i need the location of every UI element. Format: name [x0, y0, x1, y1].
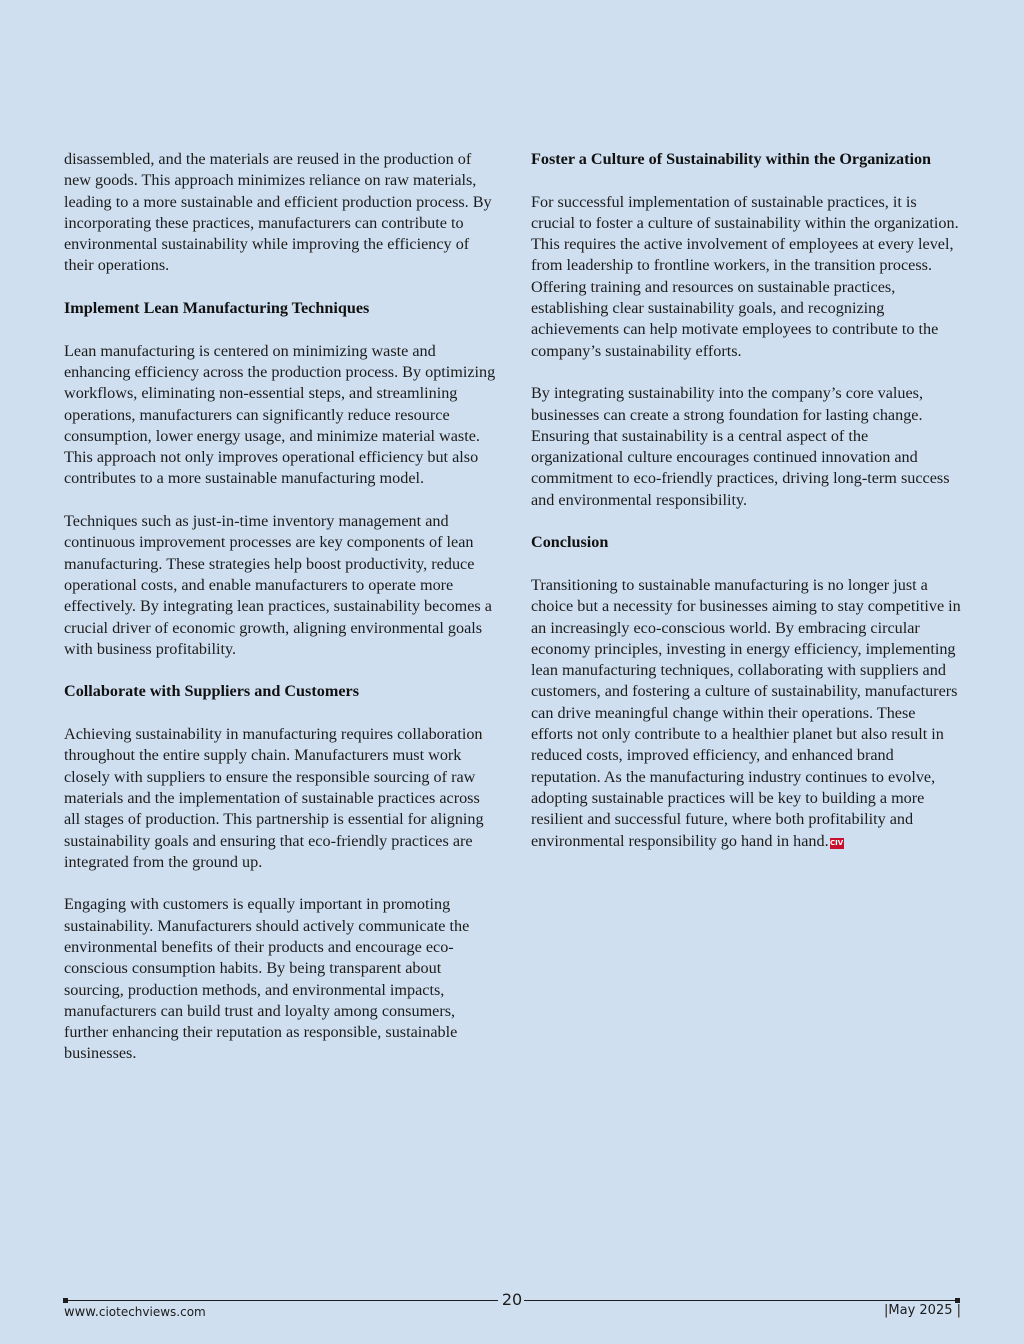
website-link[interactable]: [64, 1304, 206, 1321]
collaborate-paragraph-1: Achieving sustainability in manufacturing requires collaboration throughout the entire supply chain. Manufacturers must work closely with suppliers to ensure the responsible sourcing of raw materials and the implementation of sustainable practices across all stages of production. This partnership is essential for aligning sustainability goals and ensuring that eco-friendly practices are integrated from the ground up.: [64, 725, 484, 871]
culture-heading: Foster a Culture of Sustainability within the Organization: [531, 150, 932, 168]
culture-paragraph-1: For successful implementation of sustainable practices, it is crucial to foster a culture of sustainability within the organization. This requires the active involvement of employees at every level, from leadership to frontline workers, in the transition process. Offering training and resources on sustainable practices, establishing clear sustainability goals, and recognizing achievements can help motivate employees to contribute to the company’s sustainability efforts.: [531, 192, 959, 360]
right-column: [531, 149, 961, 873]
collaborate-heading: Collaborate with Suppliers and Customers: [64, 682, 359, 701]
conclusion-paragraph: [531, 575, 961, 852]
lean-manufacturing-heading: Implement Lean Manufacturing Techniques: [64, 299, 370, 318]
conclusion-heading: Conclusion: [531, 533, 609, 552]
intro-paragraph: disassembled, and the materials are reused in the production of new goods. This approach minimizes reliance on raw materials, leading to a more sustainable and efficient production process. By incorporating these practices, manufacturers can contribute to environmental sustainability while improving the efficiency of their operations.: [64, 150, 492, 275]
footer-rule-right: [524, 1300, 956, 1301]
website-prefix: www.: [64, 1305, 99, 1320]
issue-date: |May 2025 |: [884, 1303, 961, 1318]
website-domain: ciotechviews.com: [98, 1305, 206, 1319]
collaborate-paragraph-2: Engaging with customers is equally important in promoting sustainability. Manufacturers should actively communicate the environmental benefits of their products and encourage eco-conscious consumption habits. By being transparent about sourcing, production methods, and environmental impacts, manufacturers can build trust and loyalty among consumers, further enhancing their reputation as responsible, sustainable businesses.: [64, 895, 470, 1063]
end-of-article-logo-icon: CIV: [830, 838, 844, 847]
culture-paragraph-2: By integrating sustainability into the company’s core values, businesses can create a strong foundation for lasting change. Ensuring that sustainability is a central aspect of the organizational culture encourages continued innovation and commitment to eco-friendly practices, driving long-term success and environmental responsibility.: [531, 384, 950, 509]
footer-rule-left: [66, 1300, 498, 1301]
conclusion-text: Transitioning to sustainable manufacturing is no longer just a choice but a necessity for businesses aiming to stay competitive in an increasingly eco-conscious world. By embracing circular economy principles, investing in energy efficiency, implementing lean manufacturing techniques, collaborating with suppliers and customers, and fostering a culture of sustainability, manufacturers can drive meaningful change within their operations. These efforts not only contribute to a healthier planet but also result in reduced costs, improved efficiency, and enhanced brand reputation. As the manufacturing industry continues to evolve, adopting sustainable practices will be key to building a more resilient and successful future, where both profitability and environmental responsibility go hand in hand.: [531, 575, 961, 850]
lean-paragraph-2: Techniques such as just-in-time inventory management and continuous improvement processes are key components of lean manufacturing. These strategies help boost productivity, reduce operational costs, and enable manufacturers to operate more effectively. By integrating lean practices, sustainability becomes a crucial driver of economic growth, aligning environmental goals with business profitability.: [64, 512, 492, 658]
left-column: [64, 149, 496, 1086]
page-number: 20: [501, 1290, 523, 1309]
lean-paragraph-1: Lean manufacturing is centered on minimizing waste and enhancing efficiency across the production process. By optimizing workflows, eliminating non-essential steps, and streamlining operations, manufacturers can significantly reduce resource consumption, lower energy usage, and minimize material waste. This approach not only improves operational efficiency but also contributes to a more sustainable manufacturing model.: [64, 341, 496, 488]
